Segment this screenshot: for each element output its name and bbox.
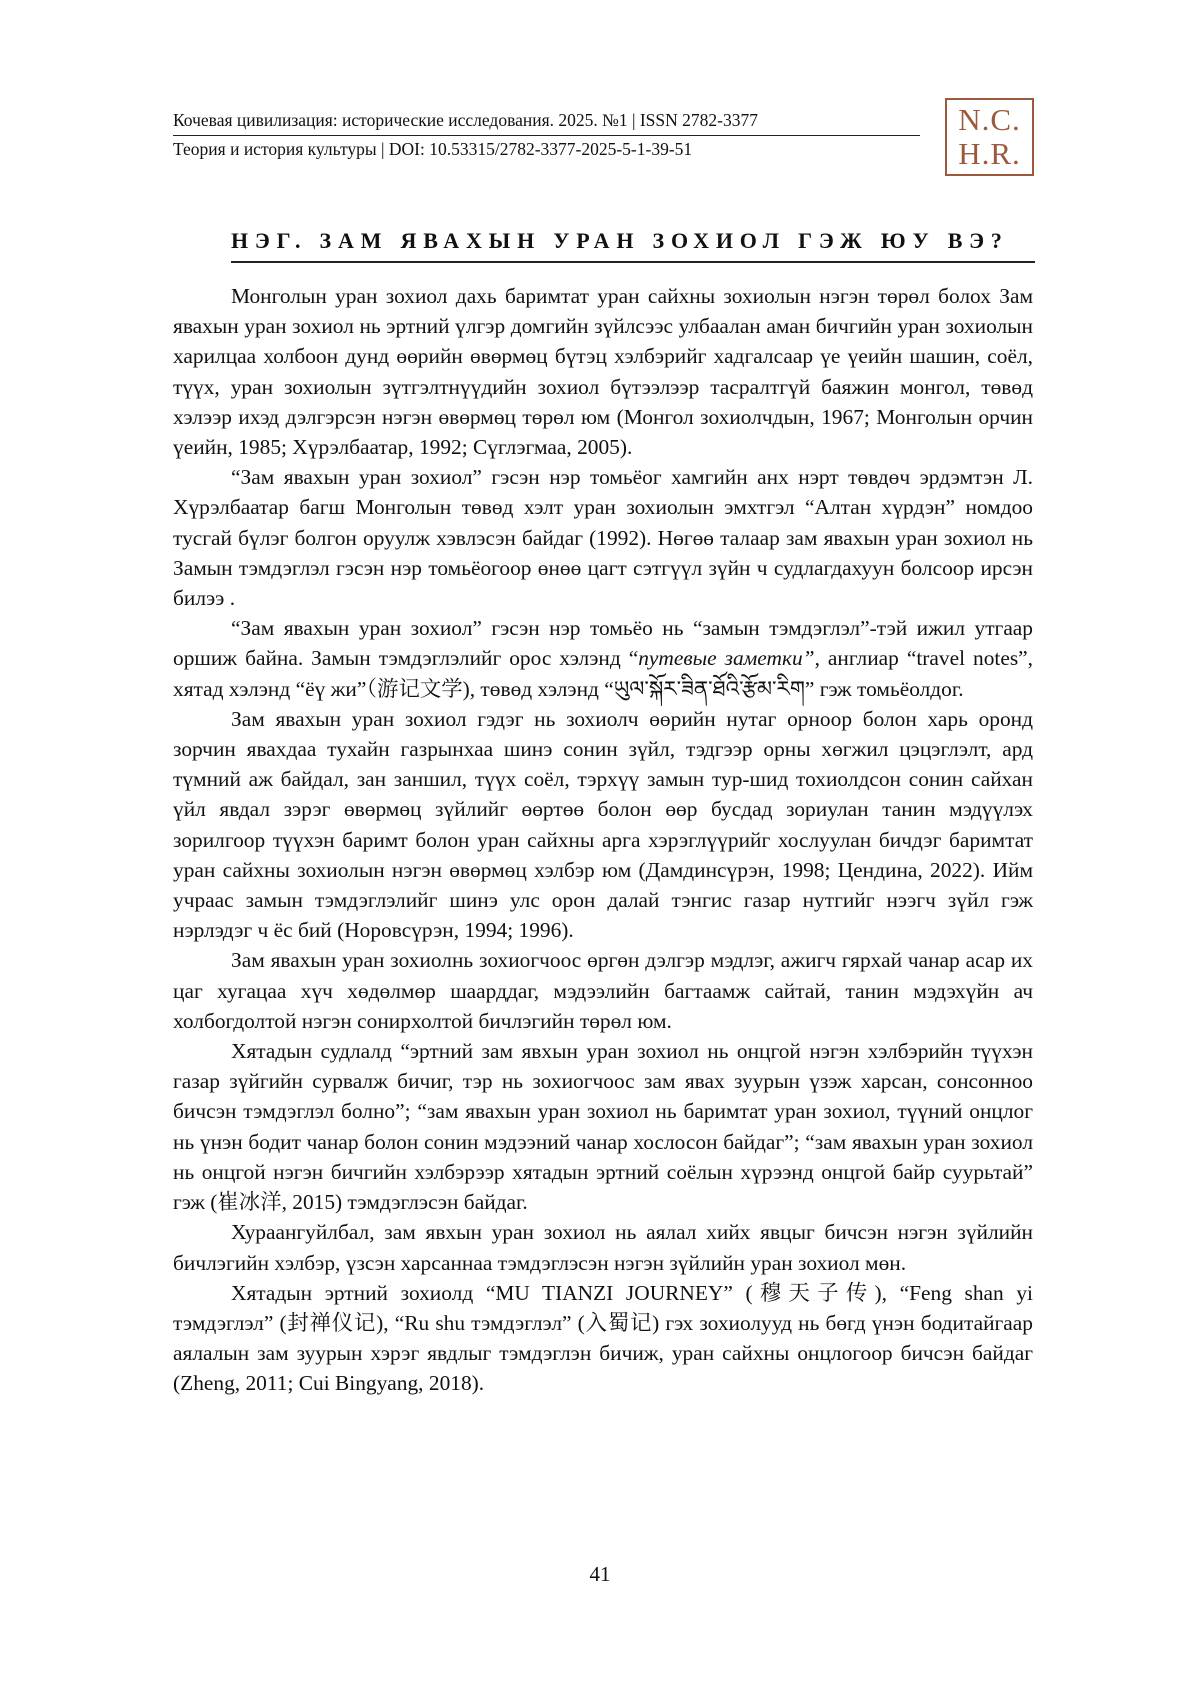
paragraph-6: Хятадын судлалд “эртний зам явхын уран зохиол нь онцгой нэгэн хэлбэрийн түүхэн газар зүйгийн сурвалж бичиг, тэр нь зохиогчоос зам явах зуурын үзэж харсан, сонсонноо бичсэн тэмдэглэл болно”; “зам явахын уран зохиол нь баримтат уран зохиол, түүний онцлог нь үнэн бодит чанар болон сонин мэдээний чанар хослосон байдаг”; “зам явахын уран зохиол нь онцгой нэгэн бичгийн хэлбэрээр хятадын эртний соёлын хүрээнд онцгой байр суурьтай” гэж (崔冰洋, 2015) тэмдэглэсэн байдаг. — [173, 1039, 1033, 1215]
paragraph-7: Хураангуйлбал, зам явхын уран зохиол нь аялал хийх явцыг бичсэн нэгэн зүйлийн бичлэгийн хэлбэр, үзсэн харсаннаа тэмдэглэсэн нэгэн зүйлийн уран зохиол мөн. — [173, 1220, 1033, 1275]
paragraph-3-start: “Зам явахын уран зохиол” гэсэн нэр томьёо нь “замын тэмдэглэл”-тэй ижил утгаар оршиж байна. Замын тэмдэглэлийг орос хэлэнд “ — [173, 616, 1033, 671]
section-doi: Теория и история культуры | DOI: 10.53315/2782-3377-2025-5-1-39-51 — [173, 139, 693, 159]
journal-logo — [945, 98, 1034, 176]
title-rule — [231, 261, 1035, 263]
header-rule — [173, 135, 920, 136]
section-title: НЭГ. ЗАМ ЯВАХЫН УРАН ЗОХИОЛ ГЭЖ ЮУ ВЭ? — [231, 228, 1009, 253]
logo-top-text: N.C. — [958, 102, 1021, 137]
paragraph-8: Хятадын эртний зохиолд “MU TIANZI JOURNEY” (穆天子传), “Feng shan yi тэмдэглэл” (封禅仪记), “Ru shu тэмдэглэл” (入蜀记) гэх зохиолууд нь бөгд үнэн бодитайгаар аялалын зам зуурын хэрэг явдлыг тэмдэглэн бичиж, уран сайхны онцлогоор бичсэн байдаг (Zheng, 2011; Cui Bingyang, 2018). — [173, 1280, 1033, 1396]
paragraph-1: Монголын уран зохиол дахь баримтат уран сайхны зохиолын нэгэн төрөл болох Зам явахын уран зохиол нь эртний үлгэр домгийн зүйлсээс улбаалан аман бичгийн уран зохиолын харилцаа холбоон дунд өөрийн өвөрмөц бүтэц хэлбэрийг хадгалсаар үе үеийн шашин, соёл, түүх, уран зохиолын зүтгэлтнүүдийн зохиол бүтээлээр тасралтгүй баяжин монгол, төвөд хэлээр ихэд дэлгэрсэн нэгэн өвөрмөц төрөл юм (Монгол зохиолчдын, 1967; Монголын орчин үеийн, 1985; Хүрэлбаатар, 1992; Сүглэгмаа, 2005). — [173, 284, 1033, 460]
journal-citation: Кочевая цивилизация: исторические исследования. 2025. №1 | ISSN 2782-3377 — [173, 110, 758, 130]
paragraph-4: Зам явахын уран зохиол гэдэг нь зохиолч өөрийн нутаг орноор болон харь оронд зорчин явахдаа тухайн газрынхаа шинэ сонин зүйл, тэдгээр орны хөгжил цэцэглэлт, ард түмний аж байдал, зан заншил, түүх соёл, тэрхүү замын тур-шид тохиолдсон сонин сайхан үйл явдал зэрэг өвөрмөц зүйлийг өөртөө болон өөр бусдад зориулан танин мэдүүлэх зорилгоор түүхэн баримт болон уран сайхны арга хэрэглүүрийг хослуулан бичдэг баримтат уран сайхны зохиолын нэгэн өвөрмөц хэлбэр юм (Дамдинсүрэн, 1998; Цендина, 2022). Ийм учраас замын тэмдэглэлийг шинэ улс орон далай тэнгис газар нутгийг нээгч зүйл гэж нэрлэдэг ч ёс бий (Норовсүрэн, 1994; 1996). — [173, 706, 1033, 943]
article-body — [173, 281, 1033, 1399]
paragraph-5: Зам явахын уран зохиолнь зохиогчоос өргөн дэлгэр мэдлэг, ажигч гярхай чанар асар их цаг хугацаа хүч хөдөлмөр шаарддаг, мэдээлийн багтаамж сайтай, танин мэдэхүйн ач холбогдолтой нэгэн сонирхолтой бичлэгийн төрөл юм. — [173, 948, 1033, 1033]
paragraph-2: “Зам явахын уран зохиол” гэсэн нэр томьёог хамгийн анх нэрт төвдөч эрдэмтэн Л. Хүрэлбаатар багш Монголын төвөд хэлт уран зохиолын эмхтгэл “Алтан хүрдэн” номдоо тусгай бүлэг болгон оруулж хэвлэсэн байдаг (1992). Нөгөө талаар зам явахын уран зохиол нь Замын тэмдэглэл гэсэн нэр томьёогоор өнөө цагт сэтгүүл зүйн ч судлагдахуун болсоор ирсэн билээ . — [173, 465, 1033, 611]
page-number: 41 — [589, 1562, 611, 1586]
running-header — [173, 108, 930, 161]
paragraph-3 — [173, 613, 1033, 704]
paragraph-3-italic-term: путевые заметки” — [638, 646, 815, 671]
logo-bottom-text: H.R. — [958, 136, 1021, 171]
paragraph-3-end: , англиар “travel notes”, хятад хэлэнд “ёү жи”（游记文学), төвөд хэлэнд “ཡུལ་སྐོར་ཟིན་ཐོའི་རྩོམ་རིག” гэж томьёолдог. — [173, 646, 1033, 701]
